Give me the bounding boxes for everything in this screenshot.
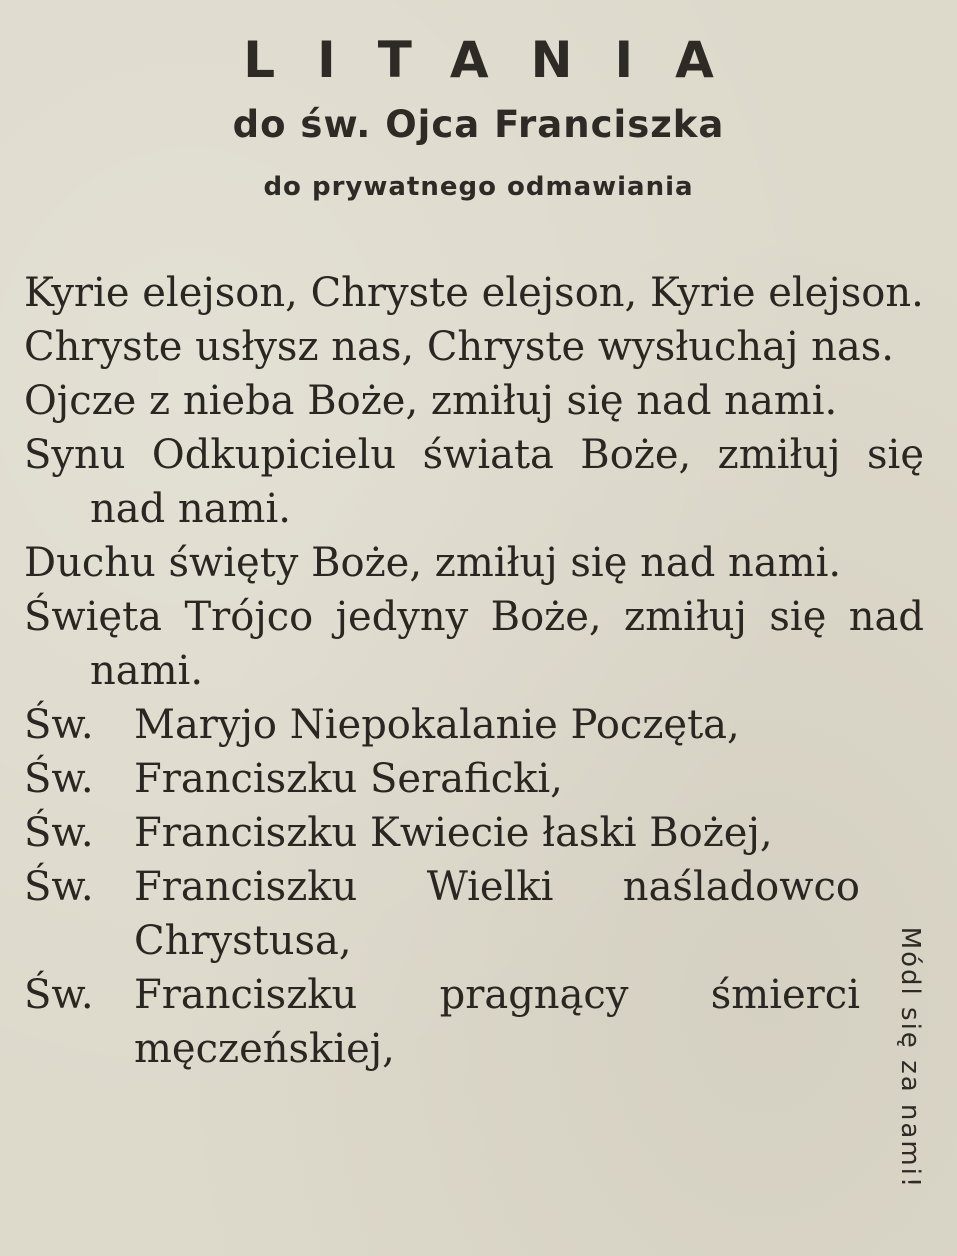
saint-invocation [24,806,860,860]
saint-invocation [24,752,860,806]
saint-text: Franciszku Wielki naśladowco Chrystusa, [134,864,860,964]
saint-prefix: Św. [24,810,94,856]
page-subtitle: do św. Ojca Franciszka [232,103,725,146]
invocation-line: Synu Odkupicielu świata Boże, zmiłuj się nad nami. [24,432,924,532]
saint-prefix: Św. [24,702,94,748]
response-column [880,888,940,1228]
saint-text: Franciszku Seraficki, [134,756,563,802]
page-title: LITANIA [243,31,756,89]
saint-invocation [24,968,860,1076]
response-text: Módl się za nami! [895,926,925,1190]
invocation-line: Kyrie elejson, Chryste elejson, Kyrie elejson. [24,270,924,316]
saint-text: Maryjo Niepokalanie Poczęta, [134,702,740,748]
invocation-line: Ojcze z nieba Boże, zmiłuj się nad nami. [24,378,838,424]
saint-text: Franciszku pragnący śmierci męczeńskiej, [134,972,860,1072]
saint-prefix: Św. [24,972,94,1018]
invocation-line: Duchu święty Boże, zmiłuj się nad nami. [24,540,842,586]
saint-invocation [24,698,860,752]
usage-note: do prywatnego odmawiania [263,172,694,202]
saint-invocation [24,860,860,968]
invocation-line: Chryste usłysz nas, Chryste wysłuchaj nas. [24,324,894,370]
saint-text: Franciszku Kwiecie łaski Bożej, [134,810,773,856]
litany-body [24,266,924,1076]
saint-prefix: Św. [24,864,94,910]
invocation-line: Święta Trójco jedyny Boże, zmiłuj się nad nami. [24,594,924,694]
saint-prefix: Św. [24,756,94,802]
